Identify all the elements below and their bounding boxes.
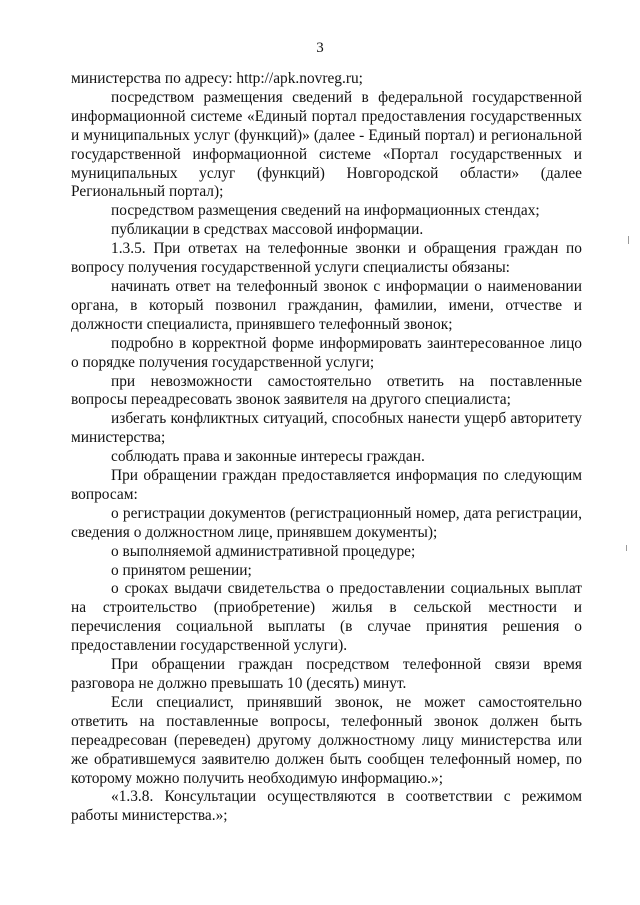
document-body [71, 70, 582, 826]
paragraph: «1.3.8. Консультации осуществляются в соответствии с режимом работы министерства.»; [71, 788, 582, 825]
paragraph: министерства по адресу: http://apk.novreg.ru; [71, 70, 363, 87]
paragraph: соблюдать права и законные интересы граждан. [111, 448, 425, 466]
paragraph: подробно в корректной форме информировать заинтересованное лицо о порядке получения государственной услуги; [71, 334, 582, 371]
paragraph: о сроках выдачи свидетельства о предоставлении социальных выплат на строительство (приобретение) жилья в сельской местности и перечисления социальной выплаты (в случае принятия решения о предоставлении государственной услуги). [71, 580, 582, 655]
paragraph: Если специалист, принявший звонок, не может самостоятельно ответить на поставленные вопросы, телефонный звонок должен быть переадресован (переведен) другому должностному лицу министерства или же обратившемуся заявителю должен быть сообщен телефонный номер, по которому можно получить необходимую информацию.»; [71, 693, 582, 787]
paragraph: о выполняемой административной процедуре; [111, 542, 416, 560]
page-number: 3 [316, 40, 324, 56]
paragraph: посредством размещения сведений в федеральной государственной информационной системе «Единый портал предоставления государственных и муниципальных услуг (функций)» (далее - Единый портал) и региональной государственной информационной системе «Портал государственных и муниципальных услуг (функций) Новгородской области» (далее Региональный портал); [71, 88, 582, 201]
paragraph: 1.3.5. При ответах на телефонные звонки и обращения граждан по вопросу получения государственной услуги специалисты обязаны: [71, 240, 582, 277]
paragraph: о принятом решении; [111, 561, 252, 579]
paragraph: избегать конфликтных ситуаций, способных нанести ущерб авторитету министерства; [71, 410, 582, 447]
scan-artifact-mark [628, 236, 629, 244]
paragraph: при невозможности самостоятельно ответить на поставленные вопросы переадресовать звонок заявителя на другого специалиста; [71, 372, 582, 409]
paragraph: о регистрации документов (регистрационный номер, дата регистрации, сведения о должностном лице, принявшем документы); [71, 504, 582, 541]
paragraph: посредством размещения сведений на информационных стендах; [111, 202, 540, 220]
paragraph: публикации в средствах массовой информации. [111, 221, 424, 239]
paragraph: При обращении граждан предоставляется информация по следующим вопросам: [71, 467, 582, 503]
paragraph: При обращении граждан посредством телефонной связи время разговора не должно превышать 10 (десять) минут. [71, 656, 582, 692]
paragraph: начинать ответ на телефонный звонок с информации о наименовании органа, в который позвонил гражданин, фамилии, имени, отчестве и должности специалиста, принявшего телефонный звонок; [71, 277, 582, 333]
scan-artifact-mark [626, 545, 627, 551]
